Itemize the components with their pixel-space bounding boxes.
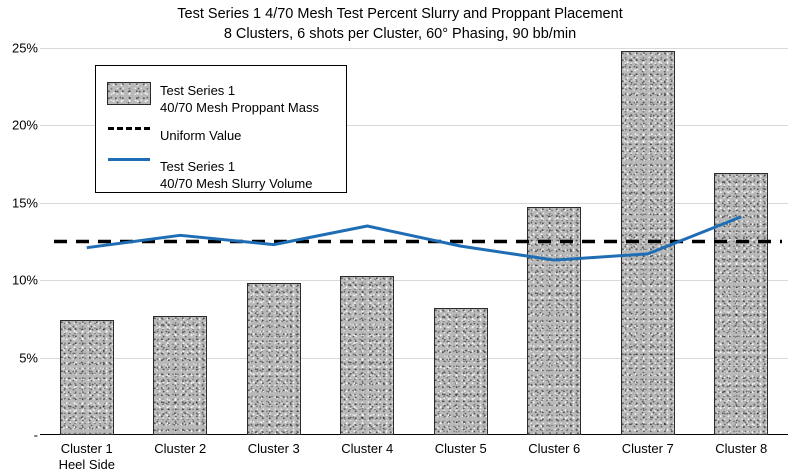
y-tick-label: 25%: [11, 40, 38, 56]
x-tick-label-2: [130, 441, 230, 457]
y-tick-label: 15%: [11, 195, 38, 211]
legend-label-line2: 40/70 Mesh Slurry Volume: [160, 176, 313, 191]
legend-label-uniform-value: [152, 127, 241, 144]
y-tick-label: 5%: [19, 350, 38, 366]
legend-label-line2: 40/70 Mesh Proppant Mass: [160, 100, 319, 115]
y-axis-labels: [0, 40, 38, 443]
chart-subtitle: 8 Clusters, 6 shots per Cluster, 60° Phasing, 90 bb/min: [223, 26, 577, 42]
legend-label-slurry-volume: [152, 158, 312, 192]
x-tick-label-3: [224, 441, 324, 457]
x-tick-label-primary: Cluster 5: [434, 441, 487, 456]
x-tick-label-4: [317, 441, 417, 457]
x-tick-label-8: [691, 441, 791, 457]
x-axis-labels: [40, 437, 788, 474]
x-tick-label-primary: Cluster 8: [715, 441, 768, 456]
legend-label-line1: Test Series 1: [160, 159, 236, 174]
y-tick-label: 10%: [11, 272, 38, 288]
y-tick-label: -: [33, 427, 38, 443]
x-tick-label-primary: Cluster 4: [341, 441, 394, 456]
legend-label-line1: Test Series 1: [160, 83, 236, 98]
legend-label-proppant-mass: [152, 82, 319, 116]
x-tick-label-1: [37, 441, 137, 473]
legend-item-slurry-volume: [96, 158, 346, 192]
legend-item-proppant-mass: [96, 82, 346, 116]
x-tick-label-primary: Cluster 7: [621, 441, 674, 456]
x-tick-label-primary: Cluster 6: [528, 441, 581, 456]
x-tick-label-secondary: Heel Side: [58, 457, 115, 472]
x-tick-label-5: [411, 441, 511, 457]
chart-legend: [95, 65, 347, 193]
x-tick-label-6: [504, 441, 604, 457]
speckled-bar-swatch-icon: [106, 82, 152, 105]
y-tick-label: 20%: [11, 117, 38, 133]
x-tick-label-primary: Cluster 3: [247, 441, 300, 456]
slurry-volume-line: [87, 217, 742, 260]
solid-blue-line-swatch-icon: [106, 158, 152, 161]
legend-item-uniform-value: [96, 127, 346, 144]
legend-label-line1: Uniform Value: [160, 128, 242, 143]
dashed-line-swatch-icon: [106, 127, 152, 130]
chart-title: Test Series 1 4/70 Mesh Test Percent Slurry and Proppant Placement: [177, 6, 623, 22]
x-tick-label-primary: Cluster 1: [60, 441, 113, 456]
chart-title-block: [0, 4, 800, 44]
x-tick-label-primary: Cluster 2: [154, 441, 207, 456]
x-tick-label-7: [598, 441, 698, 457]
